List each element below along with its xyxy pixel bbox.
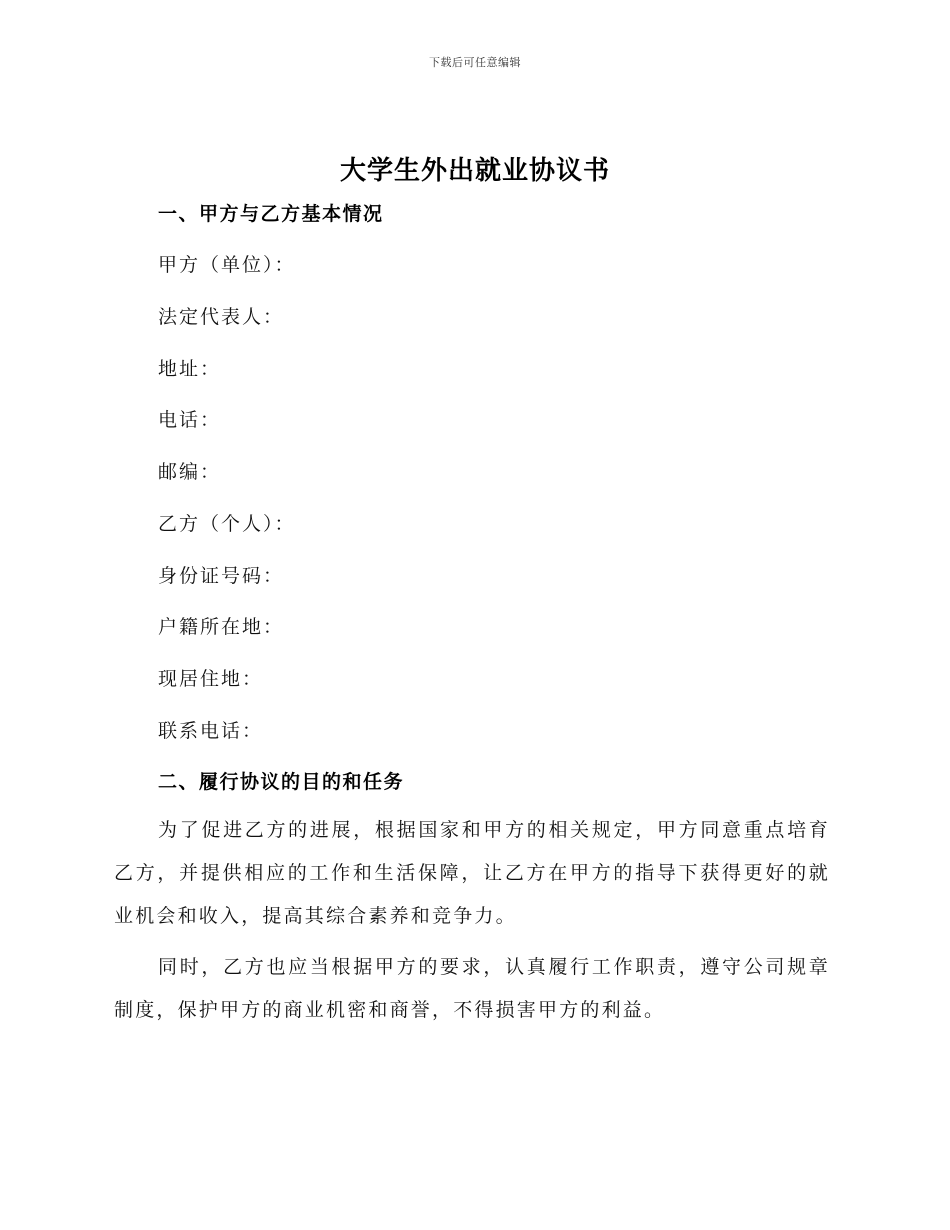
field-id-number: 身份证号码： xyxy=(158,565,285,587)
field-phone: 电话： xyxy=(158,409,222,431)
field-party-a-unit: 甲方（单位）： xyxy=(158,254,296,276)
field-party-b-individual: 乙方（个人）： xyxy=(158,513,296,535)
header-note: 下载后可任意编辑 xyxy=(429,56,521,69)
field-postcode: 邮编： xyxy=(158,461,222,483)
field-address: 地址： xyxy=(158,358,222,380)
paragraph-obligations: 同时，乙方也应当根据甲方的要求，认真履行工作职责，遵守公司规章制度，保护甲方的商业机密和商誉，不得损害甲方的利益。 xyxy=(114,956,830,1021)
paragraph-purpose: 为了促进乙方的进展，根据国家和甲方的相关规定，甲方同意重点培育乙方，并提供相应的工作和生活保障，让乙方在甲方的指导下获得更好的就业机会和收入，提高其综合素养和竞争力。 xyxy=(114,819,830,927)
section-heading-purpose: 二、履行协议的目的和任务 xyxy=(158,771,405,793)
field-household-registration: 户籍所在地： xyxy=(158,616,285,638)
field-current-residence: 现居住地： xyxy=(158,668,264,690)
document-title: 大学生外出就业协议书 xyxy=(339,156,610,186)
field-contact-phone: 联系电话： xyxy=(158,720,264,742)
section-heading-basic-info: 一、甲方与乙方基本情况 xyxy=(158,203,384,225)
field-legal-representative: 法定代表人： xyxy=(158,306,285,328)
